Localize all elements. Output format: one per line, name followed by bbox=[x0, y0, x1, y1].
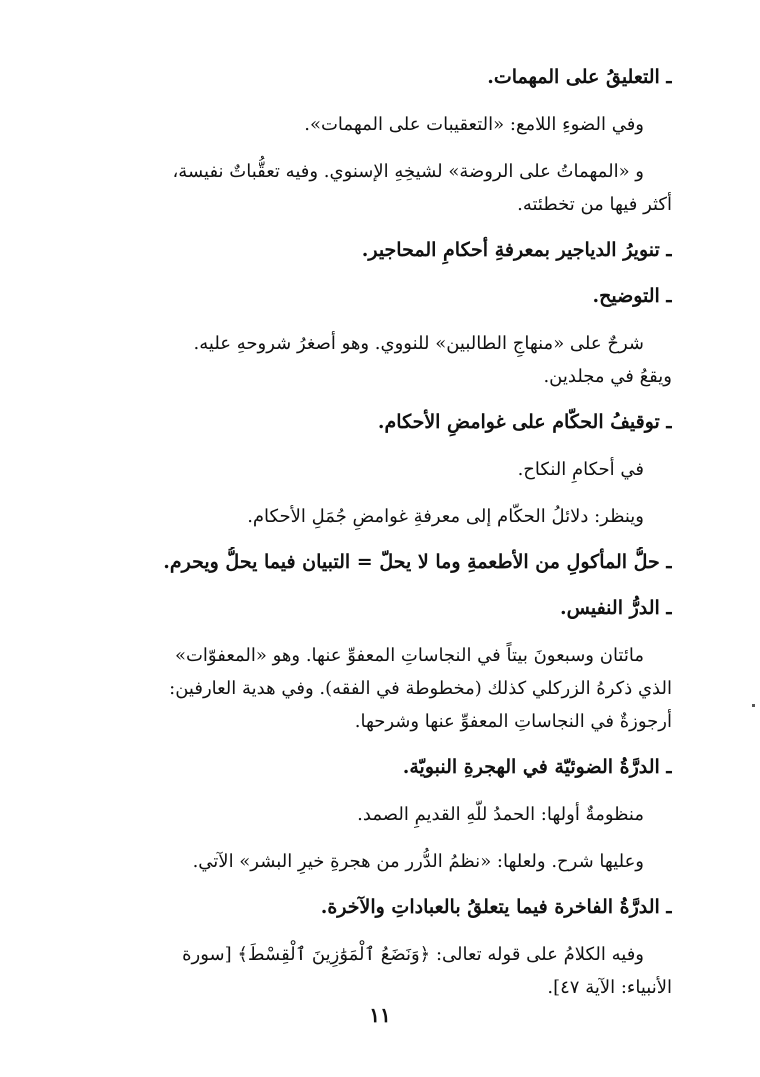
page-body bbox=[88, 62, 672, 1018]
entry-paragraph bbox=[88, 798, 672, 831]
paragraph-line: وعليها شرح. ولعلها: «نظمُ الدُّرر من هجرةِ خيرِ البشر» الآتي. bbox=[192, 851, 644, 872]
entry-heading: ـ الدرُّ النفيس. bbox=[560, 597, 672, 619]
paragraph-line: مائتان وسبعونَ بيتاً في النجاساتِ المعفوِّ عنها. وهو «المعفوّات» bbox=[174, 645, 644, 666]
entry-heading: ـ التعليقُ على المهمات. bbox=[487, 66, 672, 88]
paragraph-line: و «المهماتُ على الروضة» لشيخِهِ الإسنوي. وفيه تعقُّباتٌ نفيسة، bbox=[172, 161, 644, 182]
paragraph-line: الأنبياء: الآية ٤٧]. bbox=[547, 977, 672, 998]
entry-heading: ـ حلُّ المأكولِ من الأطعمةِ وما لا يحلّ = التبيان فيما يحلُّ ويحرم. bbox=[163, 551, 672, 573]
entry-paragraph bbox=[88, 155, 672, 221]
paragraph-line: وفي الضوءِ اللامع: «التعقيبات على المهمات». bbox=[304, 114, 644, 135]
paragraph-line: أكثر فيها من تخطئته. bbox=[517, 194, 672, 215]
entry-heading: ـ الدرَّةُ الفاخرة فيما يتعلقُ بالعباداتِ والآخرة. bbox=[320, 896, 672, 918]
entry-heading: ـ توقيفُ الحكّام على غوامضِ الأحكام. bbox=[377, 411, 672, 433]
page-number: ١١ bbox=[369, 1003, 391, 1027]
entry-heading: ـ التوضيح. bbox=[592, 285, 672, 307]
paragraph-line: منظومةٌ أولها: الحمدُ للّهِ القديمِ الصمد. bbox=[357, 804, 644, 825]
paragraph-line: شرحٌ على «منهاجِ الطالبين» للنووي. وهو أصغرُ شروحهِ عليه. bbox=[193, 333, 644, 354]
paragraph-line: في أحكامِ النكاح. bbox=[517, 459, 644, 480]
entry-paragraph bbox=[88, 845, 672, 878]
paragraph-line: الذي ذكرهُ الزركلي كذلك (مخطوطة في الفقه). وفي هدية العارفين: bbox=[169, 678, 672, 699]
entry-paragraph bbox=[88, 639, 672, 738]
entry-paragraph bbox=[88, 108, 672, 141]
entry-paragraph bbox=[88, 500, 672, 533]
entry-paragraph bbox=[88, 938, 672, 1004]
paragraph-line: وينظر: دلائلُ الحكّام إلى معرفةِ غوامضِ جُمَلِ الأحكام. bbox=[247, 506, 644, 527]
paragraph-line: ويقعُ في مجلدين. bbox=[543, 366, 672, 387]
paragraph-line: وفيه الكلامُ على قوله تعالى: ﴿وَنَضَعُ ٱلْمَوَٰزِينَ ٱلْقِسْطَ﴾ [سورة bbox=[182, 944, 644, 965]
entry-heading: ـ الدرَّةُ الضوئيّة في الهجرةِ النبويّة. bbox=[402, 756, 672, 778]
entry-paragraph bbox=[88, 453, 672, 486]
paragraph-line: أرجوزةٌ في النجاساتِ المعفوِّ عنها وشرحها. bbox=[354, 711, 672, 732]
entry-heading: ـ تنويرُ الدياجير بمعرفةِ أحكامِ المحاجير. bbox=[361, 239, 672, 261]
margin-mark bbox=[752, 704, 755, 707]
entry-paragraph bbox=[88, 327, 672, 393]
